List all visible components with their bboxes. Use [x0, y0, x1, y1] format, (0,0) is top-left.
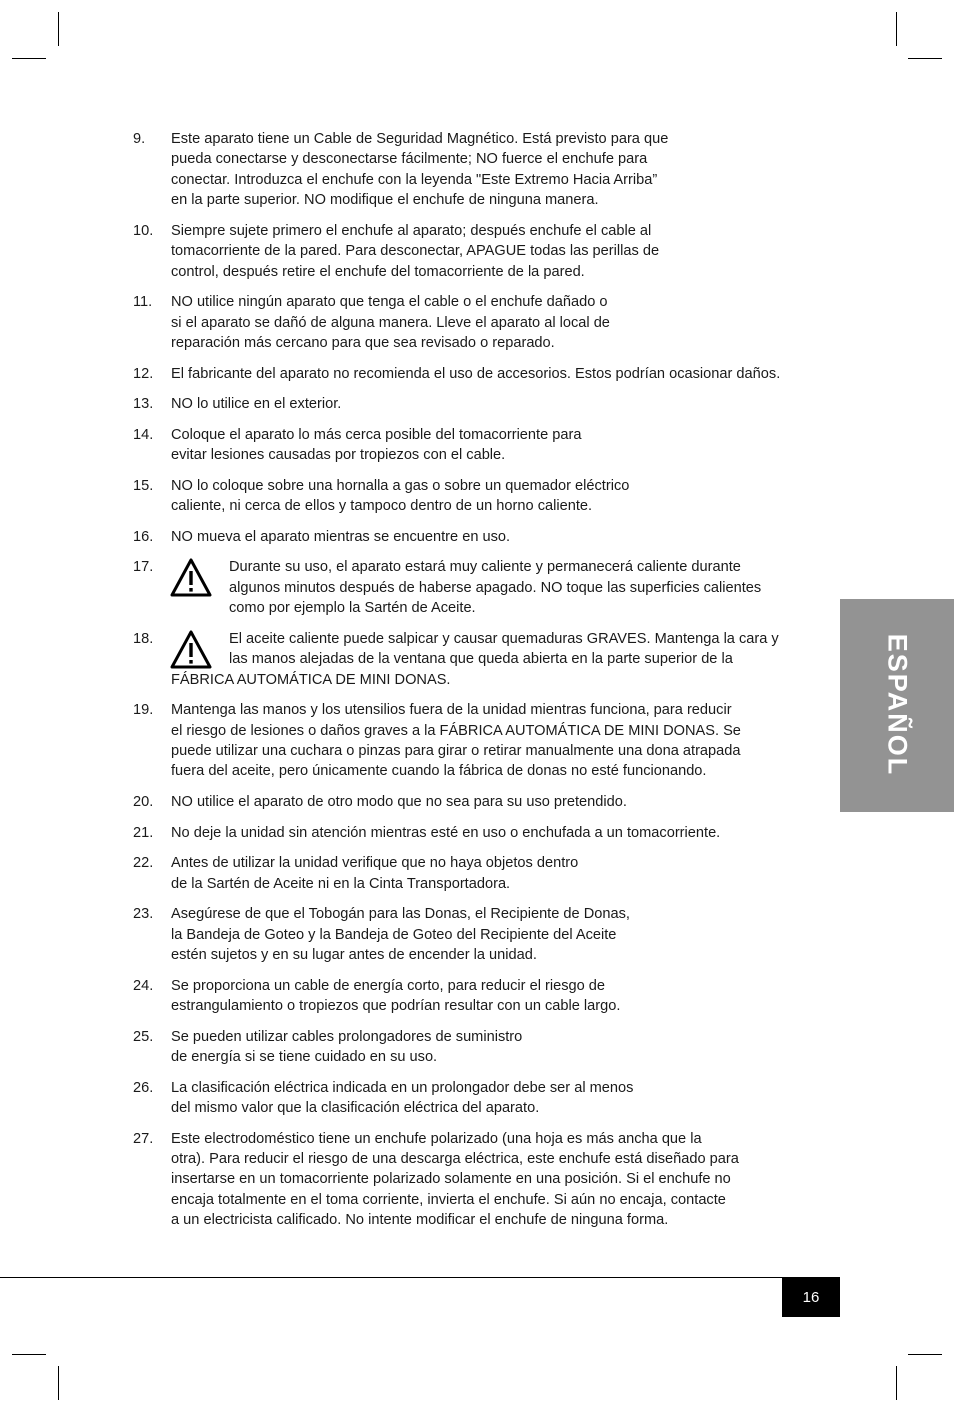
- page-number-box: [782, 1277, 840, 1317]
- item-number: 14.: [133, 426, 154, 443]
- crop-mark: [12, 58, 46, 59]
- item-number: 11.: [133, 294, 153, 311]
- crop-mark: [908, 58, 942, 59]
- item-text: Antes de utilizar la unidad verifique que no haya objetos dentro de la Sartén de Aceite ni en la Cinta Transportadora.: [171, 855, 579, 892]
- crop-mark: [58, 1366, 59, 1400]
- item-text: Este electrodoméstico tiene un enchufe polarizado (una hoja es más ancha que la otra). Para reducir el riesgo de una descarga eléctrica, este enchufe está diseñado para insertarse en un tomacorriente polarizado solamente en una posición. Si el enchufe no encaja totalmente en el toma corriente, invierta el enchufe. Si aún no encaja, contacte a un electricista calificado. No intente modificar el enchufe de ninguna forma.: [171, 1130, 739, 1229]
- item-text: NO lo coloque sobre una hornalla a gas o sobre un quemador eléctrico caliente, ni cerca de ellos y tampoco dentro de un horno caliente.: [171, 477, 630, 515]
- list-item: [0, 129, 840, 211]
- item-number: 20.: [133, 794, 154, 811]
- item-text: Se pueden utilizar cables prolongadores de suministro de energía si se tiene cuidado en su uso.: [171, 1028, 523, 1066]
- item-number: 27.: [133, 1130, 154, 1147]
- list-item: [0, 1078, 840, 1119]
- item-number: 21.: [133, 824, 154, 841]
- item-number: 16.: [133, 528, 154, 545]
- item-number: 17.: [133, 559, 154, 576]
- crop-mark: [896, 12, 897, 46]
- item-number: 26.: [133, 1079, 154, 1096]
- language-side-tab: [840, 599, 954, 812]
- item-number: 9.: [133, 131, 146, 147]
- item-number: 10.: [133, 222, 154, 239]
- list-item-warning: [0, 629, 840, 690]
- item-number: 23.: [133, 906, 154, 923]
- page-number: 16: [802, 1288, 820, 1306]
- crop-mark: [58, 12, 59, 46]
- list-item: [0, 1027, 840, 1068]
- crop-mark: [12, 1354, 46, 1355]
- item-text: Siempre sujete primero el enchufe al aparato; después enchufe el cable al tomacorriente de la pared. Para desconectar, APAGUE todas las perillas de control, después retire el enchufe del tomacorriente de la pared.: [171, 222, 660, 280]
- item-text: NO lo utilice en el exterior.: [171, 396, 342, 413]
- item-text: El fabricante del aparato no recomienda el uso de accesorios. Estos podrían ocasionar daños.: [171, 365, 781, 382]
- safety-instructions-list: [0, 129, 840, 1241]
- list-item: [0, 853, 840, 894]
- item-number: 19.: [133, 702, 154, 719]
- item-text: NO utilice ningún aparato que tenga el cable o el enchufe dañado o si el aparato se dañó de alguna manera. Lleve el aparato al local de reparación más cercano para que sea revisado o reparado.: [171, 294, 610, 352]
- item-text: Se proporciona un cable de energía corto, para reducir el riesgo de estrangulamiento o tropiezos que podrían resultar con un cable largo.: [171, 977, 621, 1015]
- list-item: [0, 792, 840, 812]
- list-item: [0, 527, 840, 547]
- language-tab-label: ESPAÑOL: [882, 633, 913, 777]
- item-text-continuation: FÁBRICA AUTOMÁTICA DE MINI DONAS.: [171, 671, 451, 688]
- item-text: Coloque el aparato lo más cerca posible del tomacorriente para evitar lesiones causadas por tropiezos con el cable.: [171, 426, 582, 464]
- list-item: [0, 1129, 840, 1231]
- list-item: [0, 476, 840, 517]
- item-text: NO utilice el aparato de otro modo que no sea para su uso pretendido.: [171, 794, 627, 811]
- footer-divider: [0, 1277, 840, 1278]
- item-text: Mantenga las manos y los utensilios fuera de la unidad mientras funciona, para reducir el riesgo de lesiones o daños graves a la FÁBRICA AUTOMÁTICA DE MINI DONAS. Se puede utilizar una cuchara o pinzas para girar o retirar manualmente una dona atrapada fuera del aceite, pero únicamente cuando la fábrica de donas no esté funcionando.: [171, 702, 741, 780]
- item-number: 18.: [133, 630, 154, 647]
- list-item: [0, 292, 840, 353]
- item-text: El aceite caliente puede salpicar y causar quemaduras GRAVES. Mantenga la cara y las manos alejadas de la ventana que queda abierta en la parte superior de la: [229, 630, 779, 668]
- list-item: [0, 221, 840, 282]
- warning-triangle-icon: [170, 629, 212, 671]
- list-item: [0, 976, 840, 1017]
- list-item: [0, 904, 840, 965]
- item-number: 13.: [133, 396, 154, 413]
- item-number: 25.: [133, 1028, 154, 1045]
- list-item: [0, 394, 840, 414]
- item-text: La clasificación eléctrica indicada en un prolongador debe ser al menos del mismo valor que la clasificación eléctrica del aparato.: [171, 1079, 634, 1117]
- list-item: [0, 364, 840, 384]
- list-item: [0, 823, 840, 843]
- item-number: 15.: [133, 477, 154, 494]
- item-text: Durante su uso, el aparato estará muy caliente y permanecerá caliente durante algunos minutos después de haberse apagado. NO toque las superficies calientes como por ejemplo la Sartén de Aceite.: [229, 559, 762, 617]
- item-number: 12.: [133, 365, 154, 382]
- item-text: No deje la unidad sin atención mientras esté en uso o enchufada a un tomacorriente.: [171, 824, 721, 841]
- crop-mark: [908, 1354, 942, 1355]
- item-text: Este aparato tiene un Cable de Seguridad Magnético. Está previsto para que pueda conectarse y desconectarse fácilmente; NO fuerce el enchufe para conectar. Introduzca el enchufe con la leyenda "Este Extremo Hacia Arriba” en la parte superior. NO modifique el enchufe de ninguna manera.: [171, 131, 669, 209]
- list-item-warning: [0, 557, 840, 618]
- warning-triangle-icon: [170, 557, 212, 599]
- item-text: Asegúrese de que el Tobogán para las Donas, el Recipiente de Donas, la Bandeja de Goteo y la Bandeja de Goteo del Recipiente del Aceite estén sujetos y en su lugar antes de encender la unidad.: [171, 906, 630, 964]
- list-item: [0, 425, 840, 466]
- list-item: [0, 700, 840, 782]
- crop-mark: [896, 1366, 897, 1400]
- item-number: 24.: [133, 977, 154, 994]
- item-text: NO mueva el aparato mientras se encuentre en uso.: [171, 528, 511, 545]
- item-number: 22.: [133, 855, 154, 872]
